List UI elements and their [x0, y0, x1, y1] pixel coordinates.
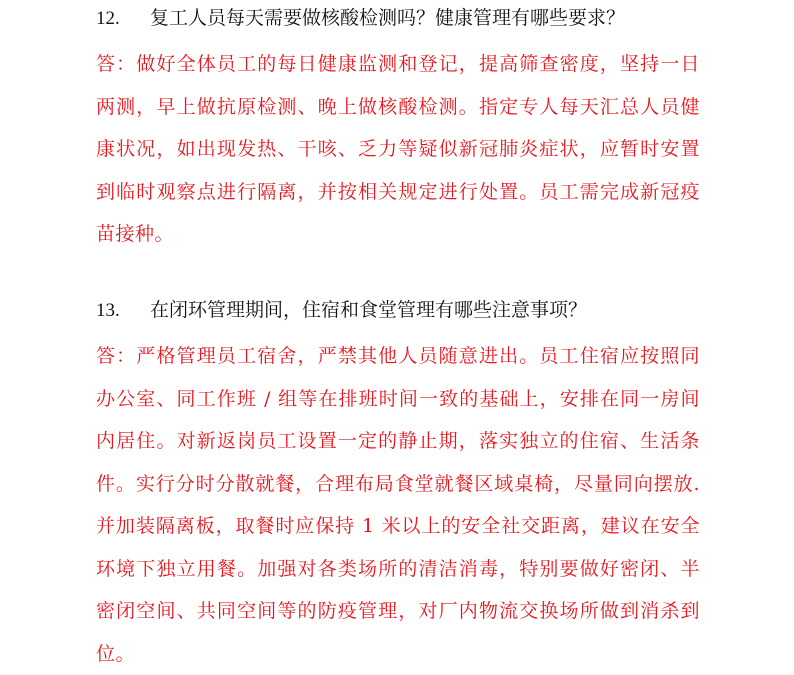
- question-heading: [96, 4, 700, 32]
- faq-item-12: [96, 4, 700, 256]
- answer-paragraph: 答：严格管理员工宿舍，严禁其他人员随意进出。员工住宿应按照同办公室、同工作班 / 组等在排班时间一致的基础上，安排在同一房间内居住。对新返岗员工设置一定的静止期，落实独立的住宿、生活条件。实行分时分散就餐，合理布局食堂就餐区域桌椅，尽量同向摆放.并加装隔离板，取餐时应保持 1 米以上的安全社交距离，建议在安全环境下独立用餐。加强对各类场所的清洁消毒，特别要做好密闭、半密闭空间、共同空间等的防疫管理，对厂内物流交换场所做到消杀到位。: [96, 345, 700, 665]
- answer-paragraph: 答：做好全体员工的每日健康监测和登记，提高筛查密度，坚持一日两测，早上做抗原检测、晚上做核酸检测。指定专人每天汇总人员健康状况，如出现发热、干咳、乏力等疑似新冠肺炎症状，应暂时安置到临时观察点进行隔离，并按相关规定进行处置。员工需完成新冠疫苗接种。: [96, 53, 700, 245]
- question-heading: [96, 296, 700, 324]
- question-number: 13.: [96, 300, 120, 321]
- question-number: 12.: [96, 8, 120, 29]
- question-text: 在闭环管理期间，住宿和食堂管理有哪些注意事项？: [150, 299, 588, 321]
- question-text: 复工人员每天需要做核酸检测吗？健康管理有哪些要求？: [150, 7, 626, 29]
- faq-item-13: [96, 296, 700, 675]
